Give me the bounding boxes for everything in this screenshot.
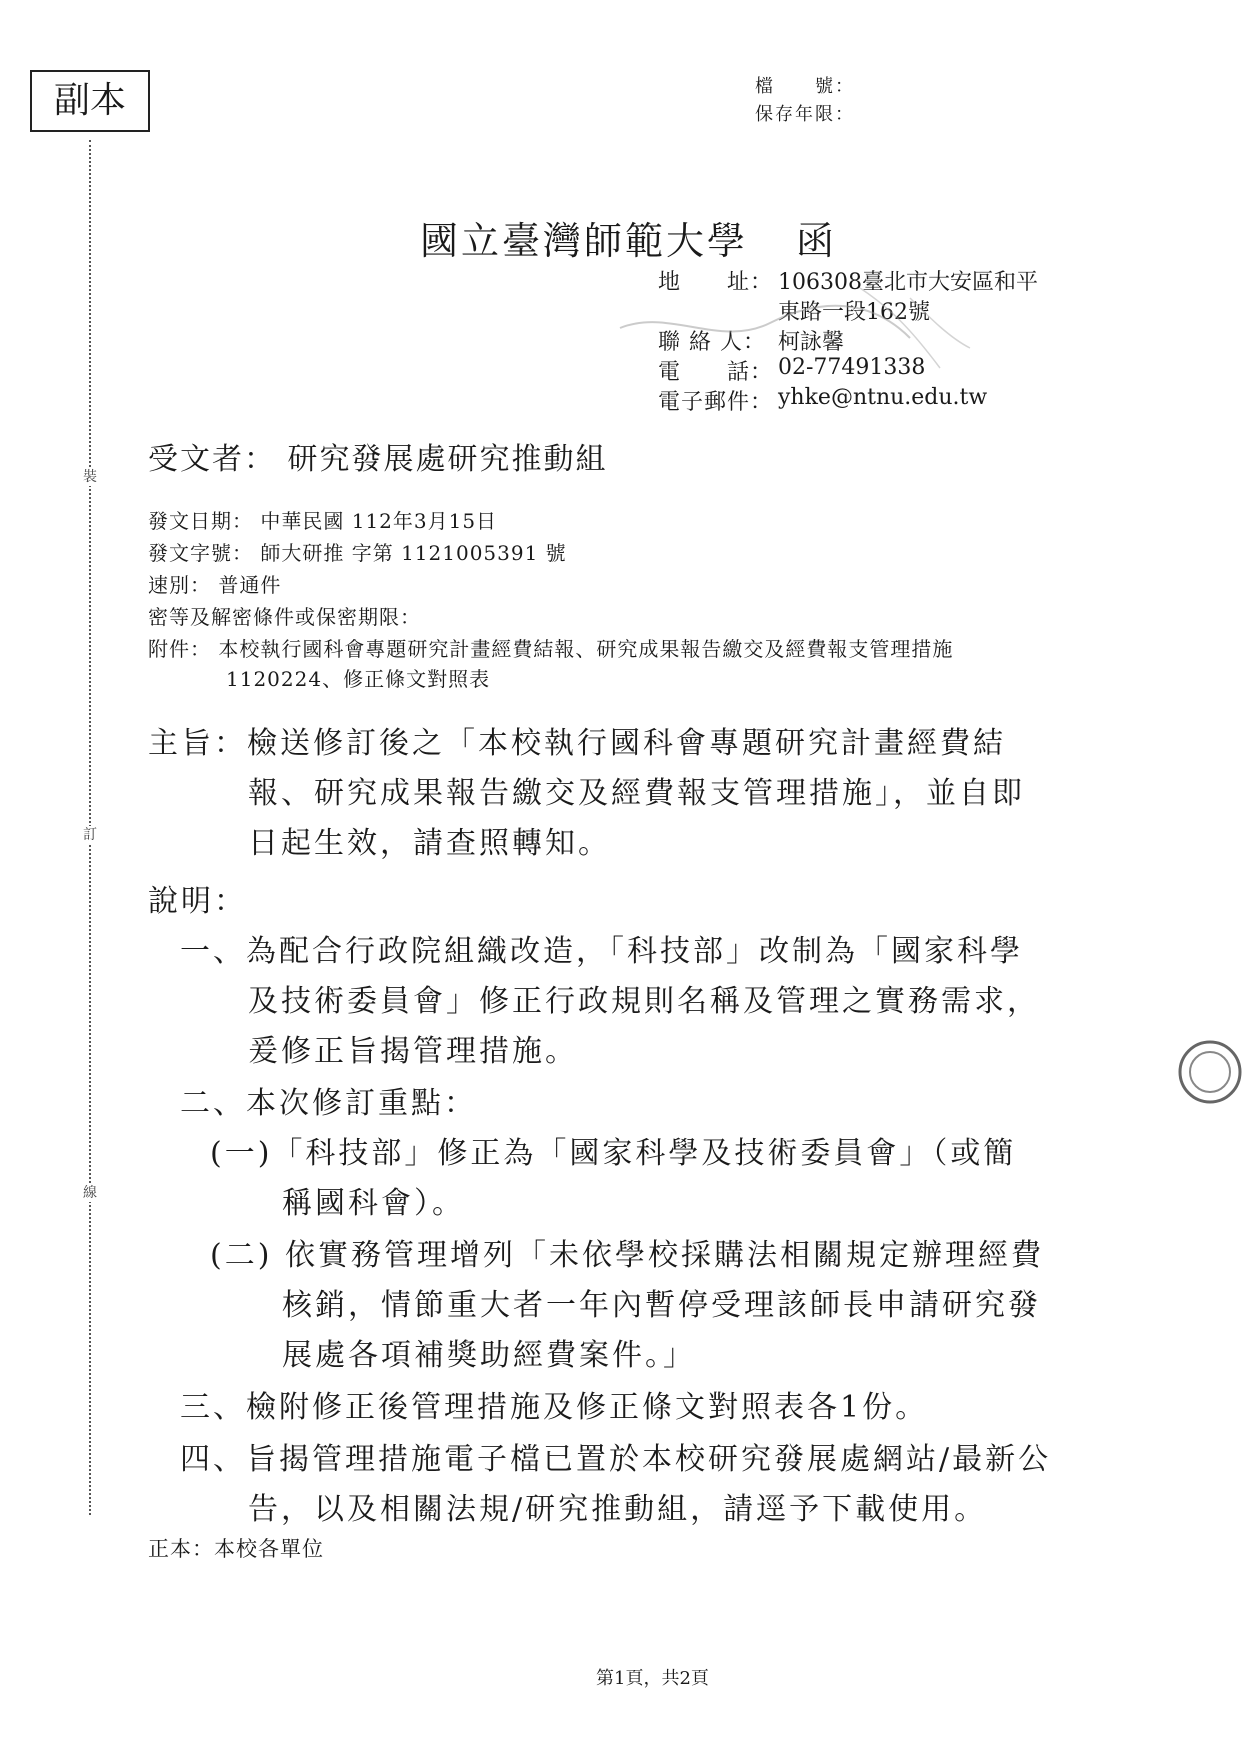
recipient-line: 受文者： 研究發展處研究推動組 <box>148 442 608 477</box>
document-number: 發文字號： 師大研推 字第 1121005391 號 <box>148 541 567 565</box>
organization-name: 國立臺灣師範大學 <box>420 219 749 263</box>
subject-line-1: 主旨：檢送修訂後之「本校執行國科會專題研究計畫經費結 <box>148 726 1006 761</box>
address-line-2: 東路一段162號 <box>778 300 930 325</box>
explanation-item-1-line-2: 及技術委員會」修正行政規則名稱及管理之實務需求， <box>248 984 1040 1019</box>
binding-mark-zhuang: 裝 <box>80 468 100 486</box>
binding-mark-xian: 線 <box>80 1184 100 1202</box>
original-recipients: 正本：本校各單位 <box>148 1537 324 1561</box>
copy-label-box: 副本 <box>30 70 150 132</box>
contact-person: 柯詠馨 <box>778 330 845 355</box>
sub-item-2-line-3: 展處各項補獎助經費案件。」 <box>282 1338 696 1373</box>
scribble-mark <box>610 268 990 388</box>
binding-mark-ding: 訂 <box>80 826 100 844</box>
email-address: yhke@ntnu.edu.tw <box>778 385 988 410</box>
explanation-item-4-line-2: 告，以及相關法規/研究推動組，請逕予下載使用。 <box>248 1492 988 1527</box>
explanation-item-1-line-1: 一、為配合行政院組織改造，「科技部」改制為「國家科學 <box>180 934 1023 969</box>
phone-label: 電 話： <box>658 360 774 385</box>
sub-item-1-line-2: 稱國科會）。 <box>282 1186 465 1221</box>
sub-item-1-line-1: (一)「科技部」修正為「國家科學及技術委員會」（或簡 <box>210 1136 1017 1171</box>
sub-item-2-line-1: (二) 依實務管理增列「未依學校採購法相關規定辦理經費 <box>210 1238 1044 1273</box>
phone-number: 02-77491338 <box>778 355 926 380</box>
explanation-heading: 說明： <box>148 884 247 919</box>
subject-line-3: 日起生效，請查照轉知。 <box>248 826 611 861</box>
email-label: 電子郵件： <box>658 390 774 415</box>
retention-period-label: 保存年限： <box>755 104 855 125</box>
explanation-item-3: 三、檢附修正後管理措施及修正條文對照表各1份。 <box>180 1390 929 1425</box>
document-title <box>420 210 837 265</box>
sub-item-2-line-2: 核銷，情節重大者一年內暫停受理該師長申請研究發 <box>282 1288 1041 1323</box>
issue-date: 發文日期： 中華民國 112年3月15日 <box>148 509 498 533</box>
secrecy-level: 密等及解密條件或保密期限： <box>148 605 421 629</box>
stamp-mark <box>1168 1032 1242 1112</box>
explanation-item-1-line-3: 爰修正旨揭管理措施。 <box>248 1034 578 1069</box>
address-line-1: 106308臺北市大安區和平 <box>778 270 1038 295</box>
page-number: 第1頁，共2頁 <box>596 1668 709 1689</box>
explanation-item-4-line-1: 四、旨揭管理措施電子檔已置於本校研究發展處網站/最新公 <box>180 1442 1052 1477</box>
address-label: 地 址： <box>658 270 774 295</box>
attachment-line-2: 1120224、修正條文對照表 <box>226 667 491 691</box>
subject-line-2: 報、研究成果報告繳交及經費報支管理措施」，並自即 <box>248 776 1025 811</box>
file-number-label: 檔 號： <box>755 76 855 97</box>
document-kind: 函 <box>796 219 838 263</box>
contact-person-label: 聯 絡 人： <box>658 330 766 355</box>
explanation-item-2-heading: 二、本次修訂重點： <box>180 1086 477 1121</box>
attachment-line-1: 附件： 本校執行國科會專題研究計畫經費結報、研究成果報告繳交及經費報支管理措施 <box>148 637 954 661</box>
delivery-speed: 速別： 普通件 <box>148 573 282 597</box>
